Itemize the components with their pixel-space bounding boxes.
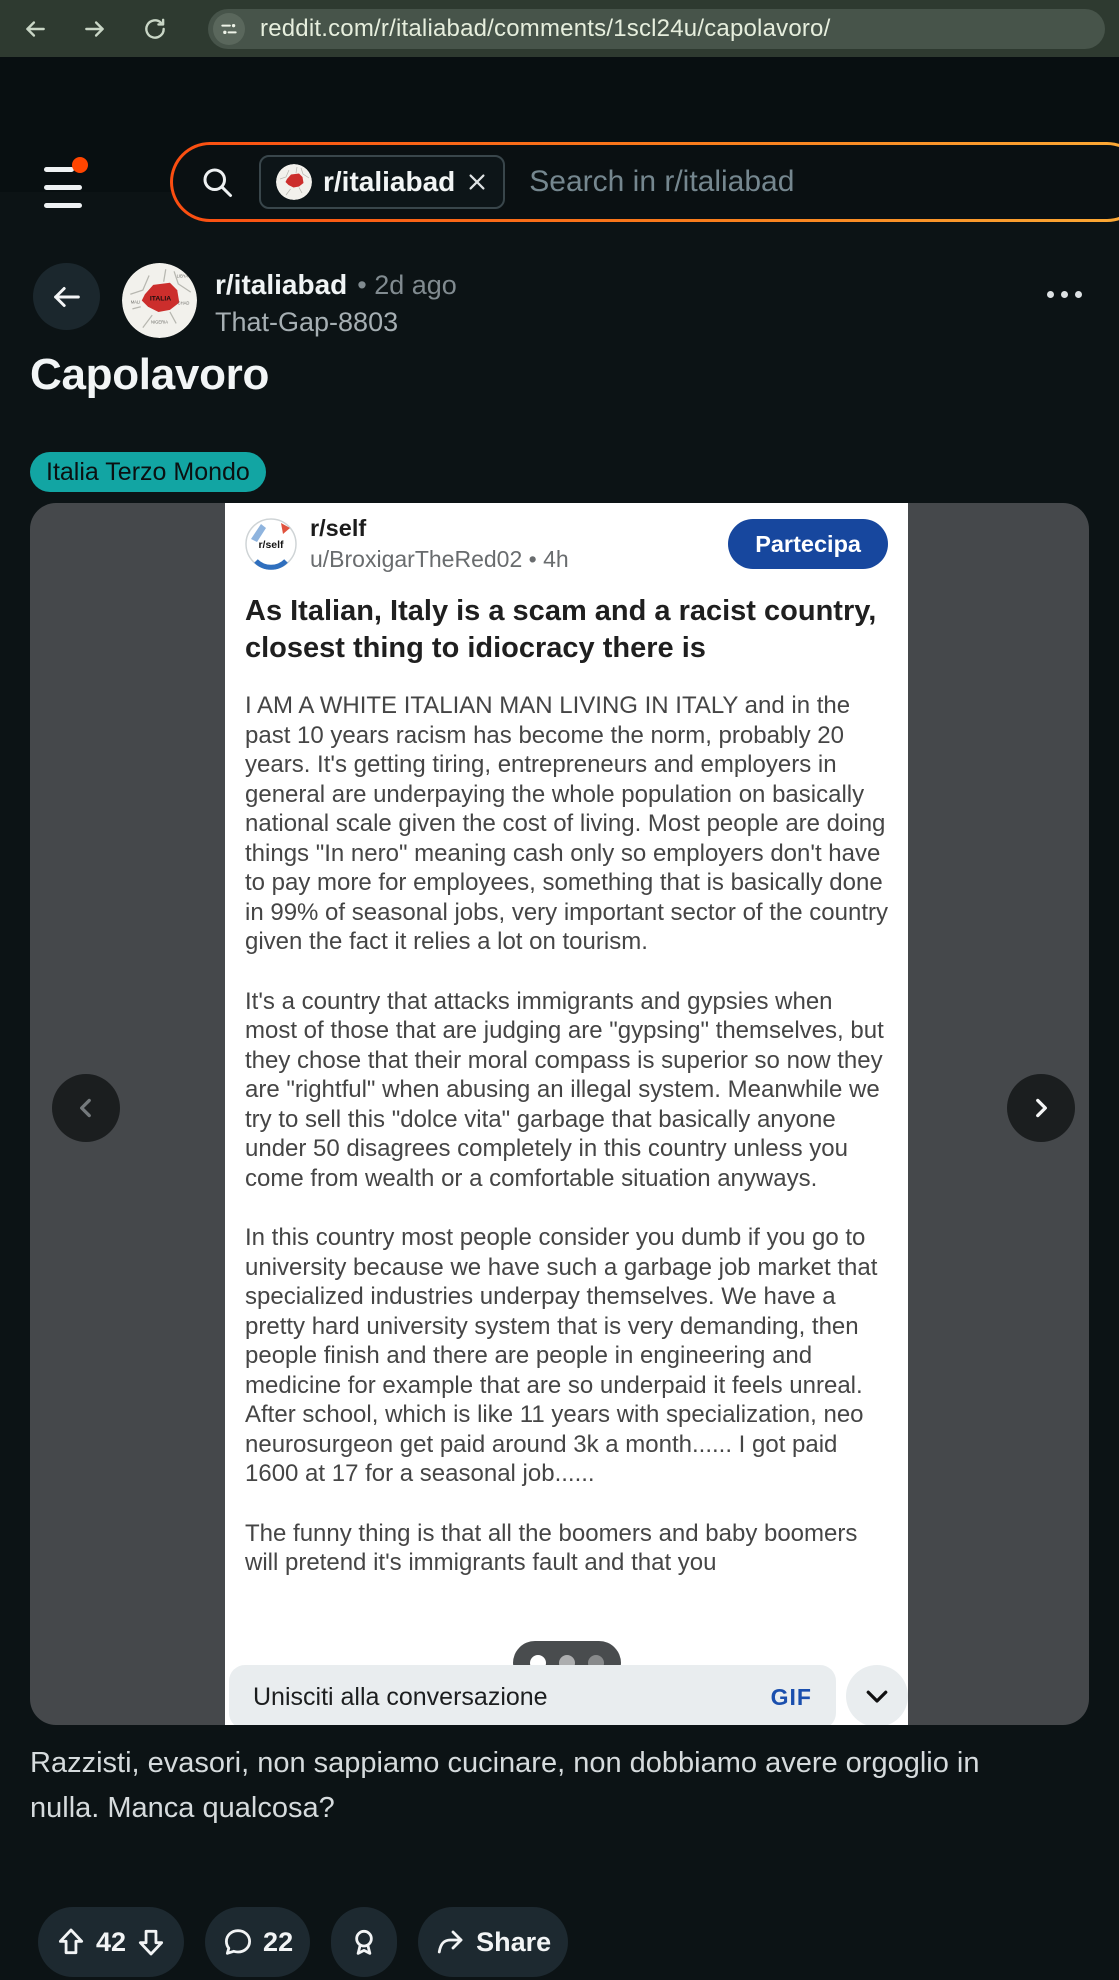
upvote-icon[interactable] [55,1926,87,1958]
post-meta-block [215,263,457,338]
share-label: Share [476,1926,552,1957]
hamburger-icon [44,167,74,172]
app-header [0,57,1119,198]
subreddit-avatar[interactable] [122,263,197,338]
browser-toolbar [0,0,1119,57]
comment-icon [222,1926,254,1958]
upvote-count: 42 [96,1926,127,1957]
chip-label: r/italiabad [323,166,456,197]
site-settings-icon[interactable] [213,13,245,45]
post-caption: Razzisti, evasori, non sappiamo cucinare, non dobbiamo avere orgoglio in nulla. Manca qualcosa? [30,1747,980,1824]
post-header [33,263,1089,355]
post-image-card[interactable] [30,503,1089,1725]
embedded-post-header [245,515,888,573]
chevron-right-icon [1028,1095,1054,1121]
svg-text:ITALIA: ITALIA [149,295,172,303]
browser-forward-icon[interactable] [82,16,108,42]
menu-button[interactable] [42,163,92,213]
gif-button[interactable]: GIF [770,1683,812,1710]
rself-avatar [245,518,297,570]
comment-count: 22 [263,1926,294,1957]
chevron-left-icon [73,1095,99,1121]
url-text: reddit.com/r/italiabad/comments/1scl24u/capolavoro/ [260,14,831,42]
embedded-paragraph: The funny thing is that all the boomers and baby boomers will pretend it's immigrants fault and that you [245,1519,858,1576]
svg-text:LIBYA: LIBYA [176,273,189,279]
award-pill[interactable] [331,1907,397,1977]
embedded-post-title: As Italian, Italy is a scam and a racist country, closest thing to idiocracy there is [245,595,877,664]
overflow-menu-icon[interactable] [1047,291,1082,298]
post-title: Capolavoro [30,350,270,399]
embedded-paragraph: I AM A WHITE ITALIAN MAN LIVING IN ITALY and in the past 10 years racism has become the norm, probably 20 years. It's getting tiring, entrepreneurs and employers in general are underpaying the whole population on basically national scale given the cost of living. Most people are doing things "In nero" meaning cash only so employers don't have to pay more for employees, something that is basically done in 99% of seasonal jobs, very important sector of the country given the fact it relies a lot on tourism. [245,692,888,955]
remove-filter-icon[interactable] [466,171,488,193]
join-button: Partecipa [728,519,888,569]
downvote-icon[interactable] [135,1926,167,1958]
post-action-bar [38,1907,568,1977]
search-bar[interactable] [170,142,1119,222]
embedded-paragraph: In this country most people consider you dumb if you go to university because we have such a garbage job market that specialized industries underpay themselves. We have a pretty hard university system that is very demanding, then people finish and there are people in engineering and medicine for example that are so underpaid it feels unreal. After school, which is like 11 years with specialization, neo neurosurgeon get paid around 3k a month...... I got paid 1600 at 17 for a seasonal job...... [245,1224,878,1487]
gallery-next-button[interactable] [1007,1074,1075,1142]
subreddit-avatar-small [276,164,312,200]
chevron-down-icon [862,1681,892,1711]
embedded-screenshot [225,503,908,1725]
post-timestamp: • 2d ago [357,270,457,300]
svg-text:NIGERIA: NIGERIA [150,319,169,325]
notification-dot [72,157,88,173]
browser-back-icon[interactable] [22,16,48,42]
browser-reload-icon[interactable] [142,16,168,42]
back-button[interactable] [33,263,100,330]
embedded-subreddit: r/self [310,515,367,541]
embedded-comment-row [229,1665,908,1725]
back-arrow-icon [50,280,84,314]
embedded-paragraph: It's a country that attacks immigrants and gypsies when most of those that are judging are "gypsing" themselves, but they chose that their moral compass is superior so now they are "rightful" when abusing an illegal system. Meanwhile we try to sell this "dolce vita" garbage that basically anyone under 50 disagrees completely in this country unless you come from wealth or a comfortable situation anyways. [245,987,884,1192]
svg-text:r/self: r/self [258,539,284,551]
vote-pill[interactable] [38,1907,184,1977]
gallery-prev-button[interactable] [52,1074,120,1142]
svg-text:MALI: MALI [130,299,141,305]
search-placeholder: Search in r/italiabad [529,165,795,198]
comments-pill[interactable] [205,1907,310,1977]
search-icon [199,164,235,200]
subreddit-filter-chip[interactable] [259,155,505,209]
comment-input[interactable] [229,1665,836,1725]
comment-placeholder: Unisciti alla conversazione [253,1682,548,1711]
share-pill[interactable] [418,1907,568,1977]
subreddit-name[interactable]: r/italiabad [215,269,348,300]
embedded-author: u/BroxigarTheRed02 • 4h [310,546,569,572]
svg-text:CHAD: CHAD [177,300,190,306]
collapse-button[interactable] [846,1665,908,1725]
post-author[interactable]: That-Gap-8803 [215,307,399,337]
award-icon [348,1926,380,1958]
share-icon [435,1926,467,1958]
embedded-post-body [245,691,888,1578]
post-flair-badge[interactable]: Italia Terzo Mondo [30,452,266,492]
address-bar[interactable] [208,9,1105,49]
